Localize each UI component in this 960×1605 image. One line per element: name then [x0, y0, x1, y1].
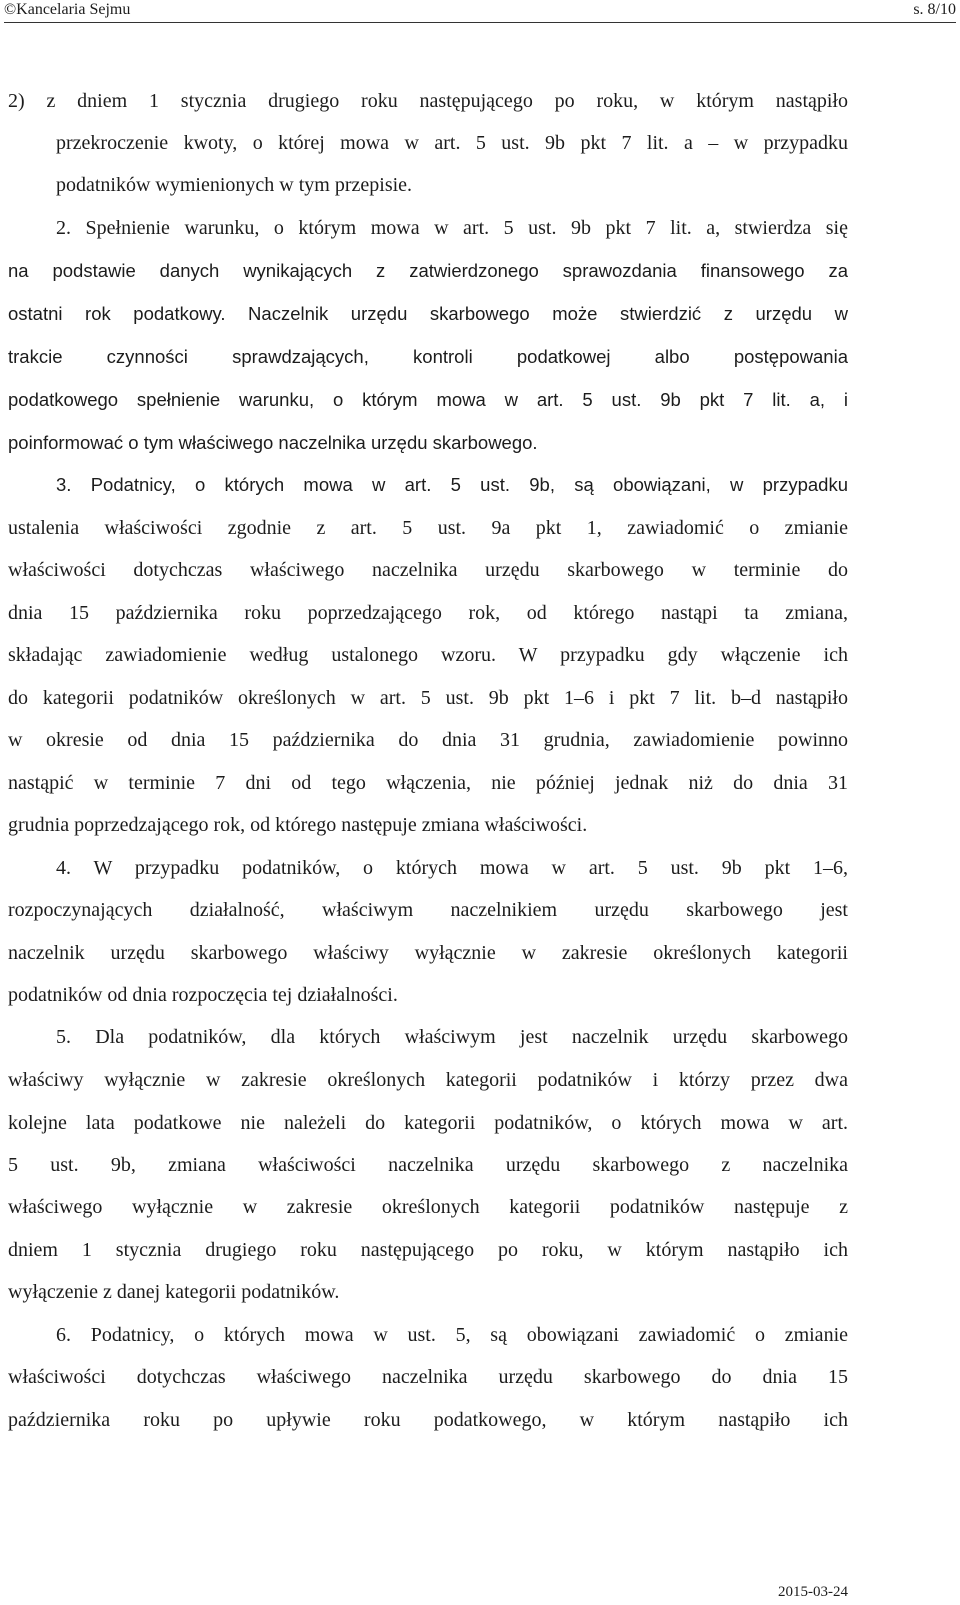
text-line: do kategorii podatników określonych w art. 5 ust. 9b pkt 1–6 i pkt 7 lit. b–d nastąpiło: [8, 687, 848, 709]
text-line: 5. Dla podatników, dla których właściwym jest naczelnik urzędu skarbowego: [56, 1026, 848, 1048]
text-line: w okresie od dnia 15 października do dnia 31 grudnia, zawiadomienie powinno: [8, 729, 848, 751]
text-line: nastąpić w terminie 7 dni od tego włączenia, nie później jednak niż do dnia 31: [8, 772, 848, 794]
text-line: 6. Podatnicy, o których mowa w ust. 5, są obowiązani zawiadomić o zmianie: [56, 1324, 848, 1346]
text-line: 2) z dniem 1 stycznia drugiego roku następującego po roku, w którym nastąpiło: [8, 90, 848, 112]
page-header: [4, 0, 956, 23]
text-line: właściwego wyłącznie w zakresie określonych kategorii podatników następuje z: [8, 1196, 848, 1218]
text-line: właściwości dotychczas właściwego naczelnika urzędu skarbowego do dnia 15: [8, 1366, 848, 1388]
text-line: ostatni rok podatkowy. Naczelnik urzędu skarbowego może stwierdzić z urzędu w: [8, 303, 848, 324]
text-line: przekroczenie kwoty, o której mowa w art. 5 ust. 9b pkt 7 lit. a – w przypadku: [56, 132, 848, 154]
copyright-source: ©Kancelaria Sejmu: [4, 1, 131, 18]
text-line: października roku po upływie roku podatkowego, w którym nastąpiło ich: [8, 1409, 848, 1431]
text-line: na podstawie danych wynikających z zatwierdzonego sprawozdania finansowego za: [8, 260, 848, 281]
text-line: 2. Spełnienie warunku, o którym mowa w art. 5 ust. 9b pkt 7 lit. a, stwierdza się: [56, 217, 848, 239]
text-line: podatkowego spełnienie warunku, o którym mowa w art. 5 ust. 9b pkt 7 lit. a, i: [8, 389, 848, 410]
text-line: właściwy wyłącznie w zakresie określonych kategorii podatników i którzy przez dwa: [8, 1069, 848, 1091]
text-line: 5 ust. 9b, zmiana właściwości naczelnika urzędu skarbowego z naczelnika: [8, 1154, 848, 1176]
text-line: trakcie czynności sprawdzających, kontroli podatkowej albo postępowania: [8, 346, 848, 367]
text-line: ustalenia właściwości zgodnie z art. 5 ust. 9a pkt 1, zawiadomić o zmianie: [8, 517, 848, 539]
text-line: składając zawiadomienie według ustalonego wzoru. W przypadku gdy włączenie ich: [8, 644, 848, 666]
text-line: grudnia poprzedzającego rok, od którego następuje zmiana właściwości.: [8, 814, 588, 836]
text-line: 4. W przypadku podatników, o których mowa w art. 5 ust. 9b pkt 1–6,: [56, 857, 848, 879]
text-line: wyłączenie z danej kategorii podatników.: [8, 1281, 340, 1303]
footer-date: 2015-03-24: [778, 1584, 848, 1600]
page-number: s. 8/10: [913, 1, 956, 18]
text-line: dnia 15 października roku poprzedzającego rok, od którego nastąpi ta zmiana,: [8, 602, 848, 624]
text-line: poinformować o tym właściwego naczelnika urzędu skarbowego.: [8, 432, 538, 453]
text-line: właściwości dotychczas właściwego naczelnika urzędu skarbowego w terminie do: [8, 559, 848, 581]
text-line: kolejne lata podatkowe nie należeli do kategorii podatników, o których mowa w art.: [8, 1112, 848, 1134]
text-line: dniem 1 stycznia drugiego roku następującego po roku, w którym nastąpiło ich: [8, 1239, 848, 1261]
text-line: podatników wymienionych w tym przepisie.: [56, 174, 413, 196]
text-line: 3. Podatnicy, o których mowa w art. 5 ust. 9b, są obowiązani, w przypadku: [56, 474, 848, 495]
text-line: podatników od dnia rozpoczęcia tej działalności.: [8, 984, 398, 1006]
text-line: rozpoczynających działalność, właściwym naczelnikiem urzędu skarbowego jest: [8, 899, 848, 921]
text-line: naczelnik urzędu skarbowego właściwy wyłącznie w zakresie określonych kategorii: [8, 942, 848, 964]
